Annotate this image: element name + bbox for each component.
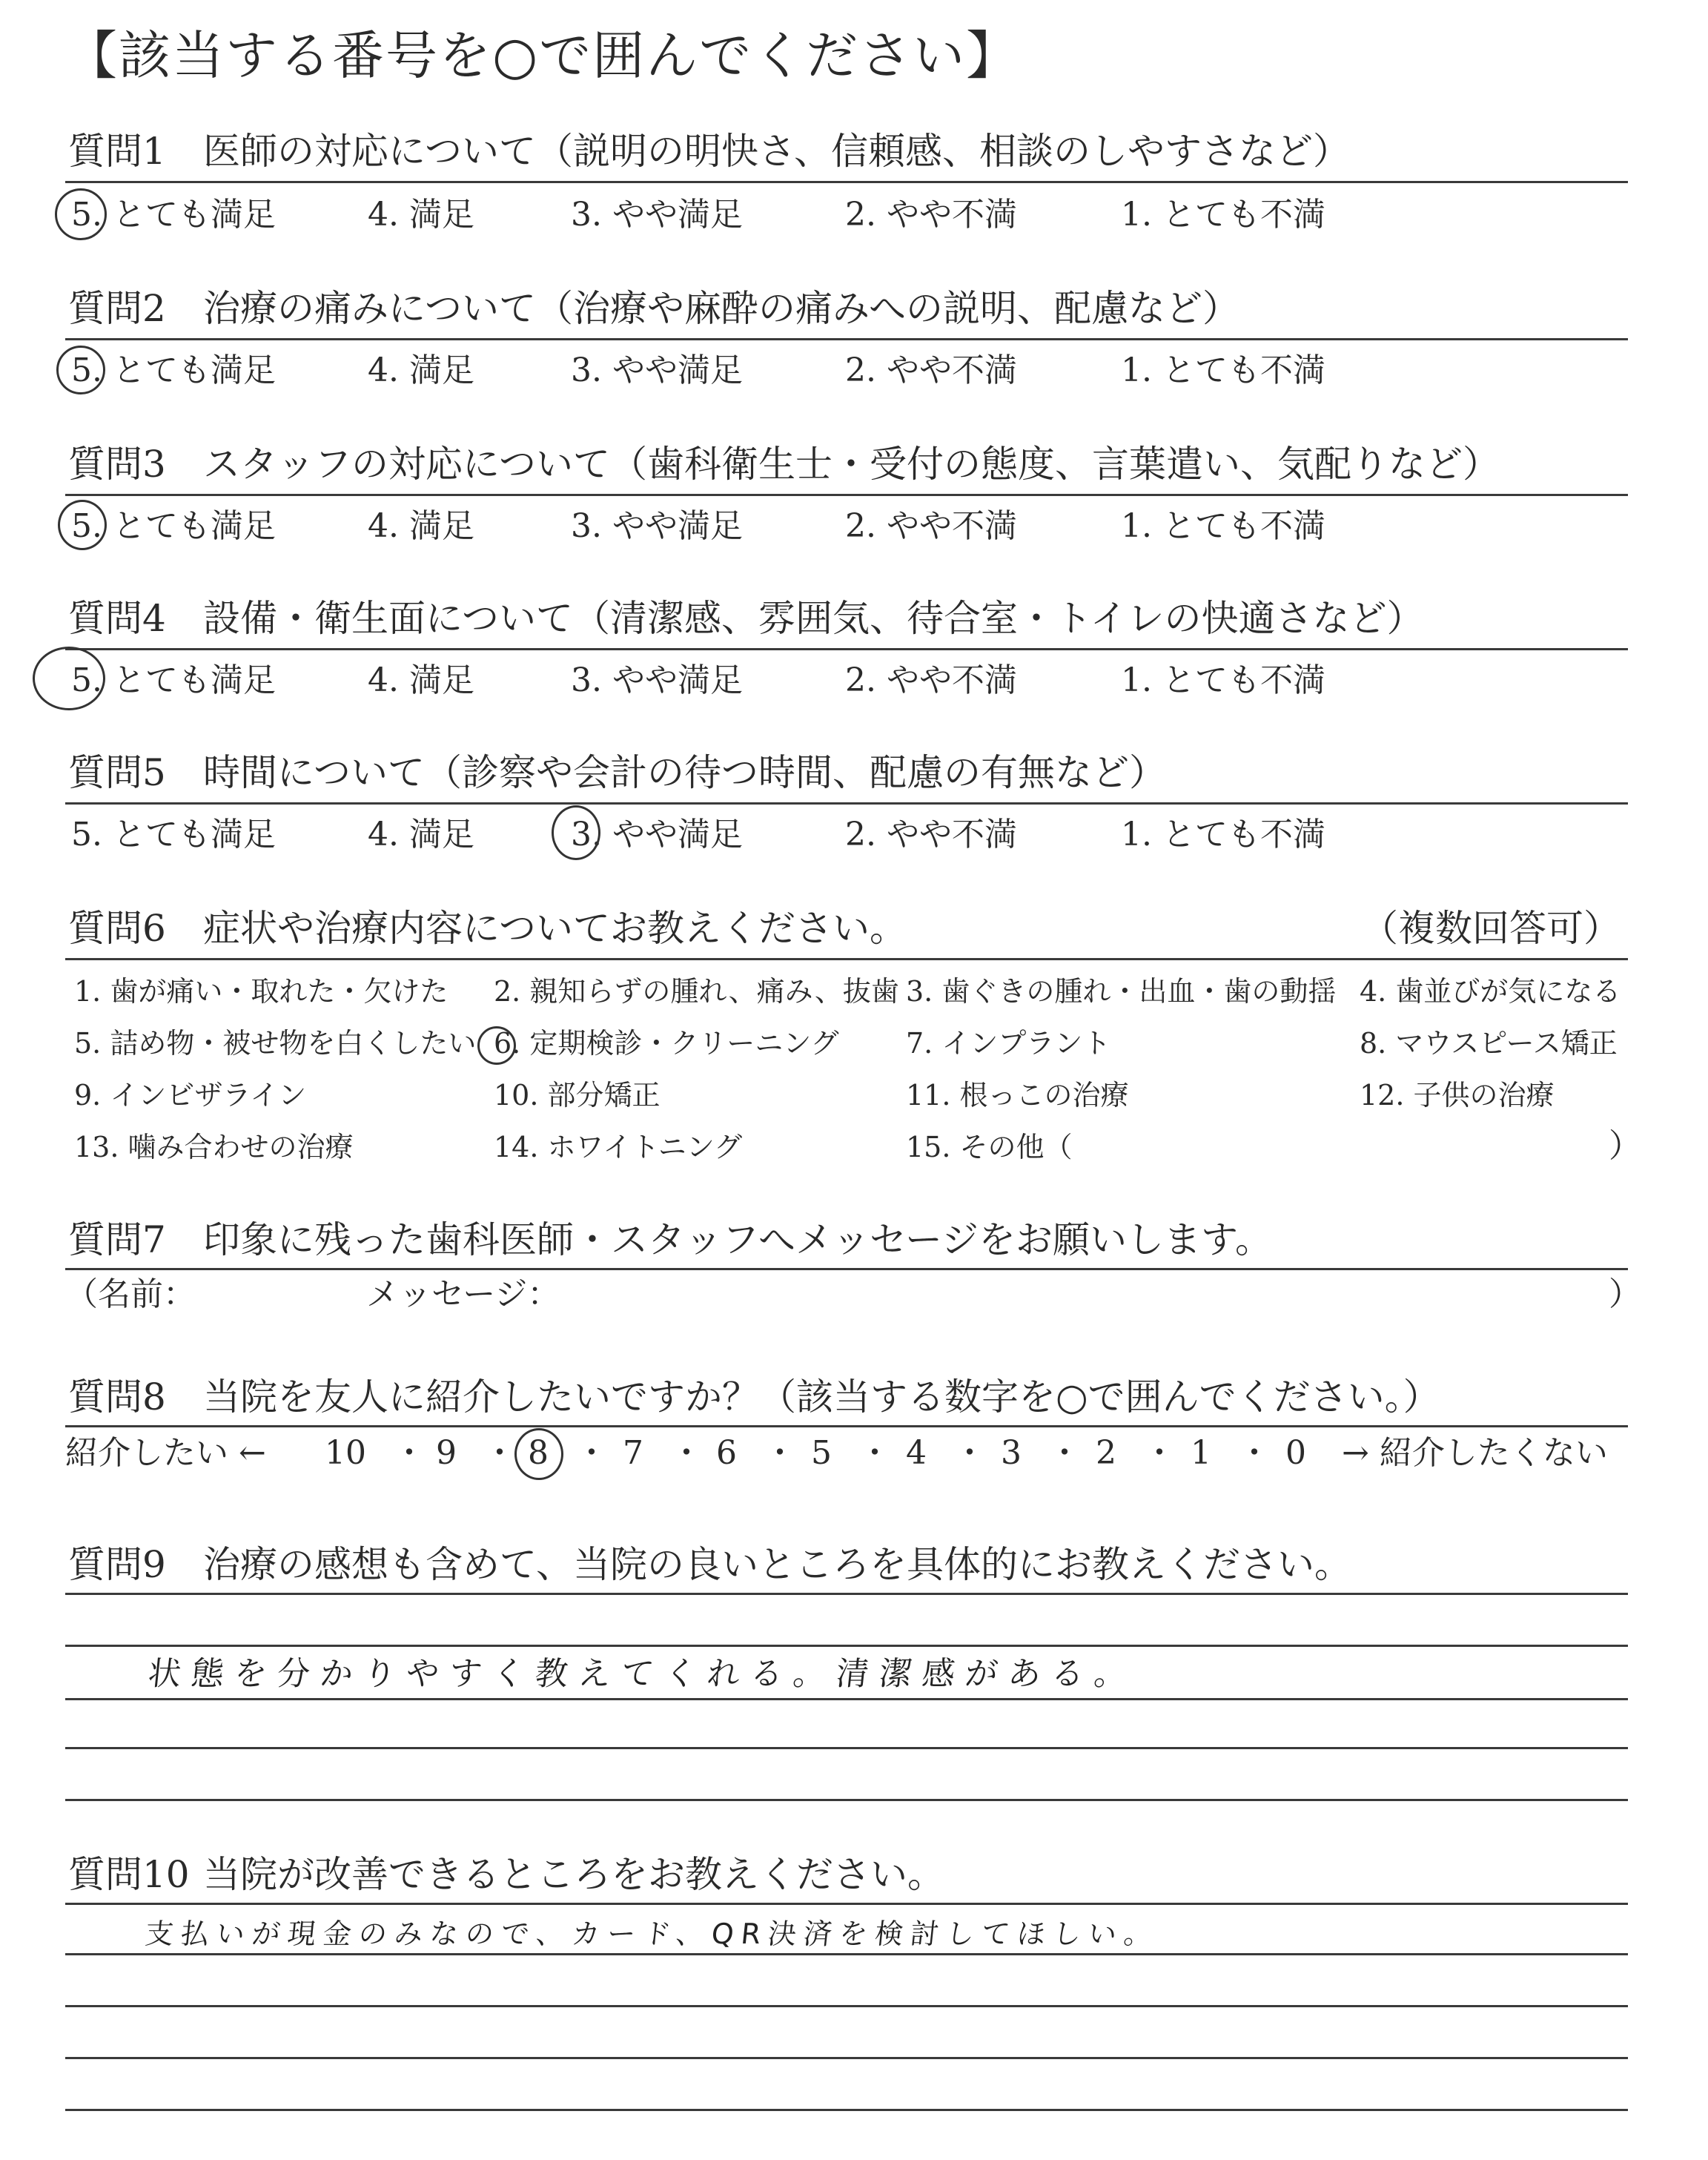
question-2-text: 治療の痛みについて（治療や麻酔の痛みへの説明、配慮など） [203,287,1239,330]
question-6-text: 症状や治療内容についてお教えください。 [203,907,907,950]
question-6-heading [68,905,907,952]
q9-writing-line [65,1799,1628,1801]
q2-option-5[interactable]: 5. とても満足 [71,351,276,389]
q8-sep: ・ [764,1434,796,1472]
q3-option-5[interactable]: 5. とても満足 [71,507,276,545]
question-8-heading [68,1373,1440,1421]
q6-option-8[interactable]: 8. マウスピース矯正 [1360,1027,1618,1060]
question-5-text: 時間について（診察や会計の待つ時間、配慮の有無など） [203,751,1166,794]
question-5-heading [68,749,1166,796]
q8-sep: ・ [393,1434,426,1472]
q4-option-3[interactable]: 3. やや満足 [571,661,743,699]
question-9-text: 治療の感想も含めて、当院の良いところを具体的にお教えください。 [203,1543,1351,1586]
question-8-text: 当院を友人に紹介したいですか？（該当する数字を○で囲んでください。） [203,1375,1440,1418]
q8-sep: ・ [1143,1434,1176,1472]
question-9-heading [68,1541,1351,1588]
q10-answer[interactable]: 支払いが現金のみなので、カード、QR決済を検討してほしい。 [143,1918,1162,1950]
q6-option-14[interactable]: 14. ホワイトニング [494,1131,743,1163]
q5-option-3[interactable]: 3. やや満足 [571,816,743,853]
q6-option-4[interactable]: 4. 歯並びが気になる [1360,975,1621,1008]
question-10-text: 当院が改善できるところをお教えください。 [203,1853,944,1896]
question-7-rule [65,1268,1628,1270]
question-6-rule [65,958,1628,960]
question-1-rule [65,181,1628,183]
question-1-number: 質問1 [68,130,166,173]
q4-selection-circle [33,647,105,710]
q6-option-12[interactable]: 12. 子供の治療 [1360,1079,1555,1112]
q8-sep: ・ [670,1434,703,1472]
q8-selection-circle [514,1428,563,1480]
q6-option-3[interactable]: 3. 歯ぐきの腫れ・出血・歯の動揺 [906,975,1337,1008]
q6-option-13[interactable]: 13. 噛み合わせの治療 [74,1131,354,1163]
q4-option-2[interactable]: 2. やや不満 [845,661,1017,699]
q9-writing-line [65,1747,1628,1749]
q1-option-3[interactable]: 3. やや満足 [571,196,743,234]
question-9-number: 質問9 [68,1543,166,1586]
q9-answer[interactable]: 状態を分かりやすく教えてくれる。清潔感がある。 [146,1655,1139,1693]
question-1-heading [68,128,1350,175]
q8-right-label: → 紹介したくない [1342,1434,1608,1472]
q8-scale-5[interactable]: 5 [811,1434,832,1472]
form-instruction: 【該当する番号を○で囲んでください】 [65,25,1020,86]
q8-scale-2[interactable]: 2 [1096,1434,1116,1472]
q4-option-1[interactable]: 1. とても不満 [1121,661,1325,699]
q8-sep: ・ [1238,1434,1271,1472]
q6-option-1[interactable]: 1. 歯が痛い・取れた・欠けた [74,975,448,1008]
q8-scale-8[interactable]: 8 [528,1434,549,1472]
q8-scale-3[interactable]: 3 [1001,1434,1022,1472]
q8-sep: ・ [483,1434,516,1472]
q6-selection-circle [477,1026,516,1065]
question-6-multiple-note: （複数回答可） [1361,907,1621,950]
q4-option-4[interactable]: 4. 満足 [368,661,474,699]
q3-option-4[interactable]: 4. 満足 [368,507,474,545]
q6-option-11[interactable]: 11. 根っこの治療 [906,1079,1129,1112]
q6-option-15[interactable]: 15. その他（ [906,1131,1073,1163]
q5-option-2[interactable]: 2. やや不満 [845,816,1017,853]
question-10-heading [68,1851,944,1898]
question-3-heading [68,440,1500,488]
q9-writing-line [65,1645,1628,1647]
q7-message-label: メッセージ： [366,1275,560,1313]
q8-scale-0[interactable]: 0 [1285,1434,1306,1472]
q2-option-4[interactable]: 4. 満足 [368,351,474,389]
question-3-number: 質問3 [68,443,166,486]
question-3-rule [65,494,1628,496]
q8-sep: ・ [575,1434,608,1472]
q8-scale-10[interactable]: 10 [325,1434,366,1472]
question-8-rule [65,1425,1628,1427]
q2-selection-circle [56,346,105,394]
q5-option-4[interactable]: 4. 満足 [368,816,474,853]
q8-sep: ・ [953,1434,986,1472]
q5-option-5[interactable]: 5. とても満足 [71,816,276,853]
q5-option-1[interactable]: 1. とても不満 [1121,816,1325,853]
q8-scale-7[interactable]: 7 [623,1434,643,1472]
q8-scale-9[interactable]: 9 [436,1434,457,1472]
q8-sep: ・ [1048,1434,1081,1472]
question-4-number: 質問4 [68,597,166,640]
q8-scale-1[interactable]: 1 [1191,1434,1211,1472]
question-2-heading [68,285,1239,332]
q10-writing-line [65,2005,1628,2007]
q1-option-2[interactable]: 2. やや不満 [845,196,1017,234]
q2-option-2[interactable]: 2. やや不満 [845,351,1017,389]
q2-option-1[interactable]: 1. とても不満 [1121,351,1325,389]
q3-option-2[interactable]: 2. やや不満 [845,507,1017,545]
q3-option-1[interactable]: 1. とても不満 [1121,507,1325,545]
q10-writing-line [65,2109,1628,2111]
question-3-text: スタッフの対応について（歯科衛生士・受付の態度、言葉遣い、気配りなど） [203,443,1500,486]
q7-name-label: （名前： [65,1275,196,1313]
q4-option-5[interactable]: 5. とても満足 [71,661,276,699]
question-7-text: 印象に残った歯科医師・スタッフへメッセージをお願いします。 [203,1218,1272,1261]
q1-option-4[interactable]: 4. 満足 [368,196,474,234]
question-2-rule [65,338,1628,340]
question-1-text: 医師の対応について（説明の明快さ、信頼感、相談のしやすさなど） [203,130,1350,173]
question-4-text: 設備・衛生面について（清潔感、雰囲気、待合室・トイレの快適さなど） [203,597,1424,640]
q10-writing-line [65,1903,1628,1905]
q6-option-5[interactable]: 5. 詰め物・被せ物を白くしたい [74,1027,477,1060]
question-8-number: 質問8 [68,1375,166,1418]
q6-option-2[interactable]: 2. 親知らずの腫れ、痛み、抜歯 [494,975,899,1008]
q3-option-3[interactable]: 3. やや満足 [571,507,743,545]
question-4-heading [68,595,1424,642]
q6-option-10[interactable]: 10. 部分矯正 [494,1079,661,1112]
q1-option-1[interactable]: 1. とても不満 [1121,196,1325,234]
q1-option-5[interactable]: 5. とても満足 [71,196,276,234]
q8-left-label: 紹介したい ← [65,1434,266,1472]
question-7-heading [68,1216,1272,1264]
question-2-number: 質問2 [68,287,166,330]
q6-option-9[interactable]: 9. インビザライン [74,1079,307,1112]
q7-message-field[interactable] [445,1275,1601,1317]
q2-option-3[interactable]: 3. やや満足 [571,351,743,389]
q7-close-paren: ） [1609,1275,1641,1313]
q10-writing-line [65,2057,1628,2059]
q8-scale-6[interactable]: 6 [716,1434,737,1472]
question-4-rule [65,648,1628,650]
question-6-number: 質問6 [68,907,166,950]
q9-writing-line [65,1698,1628,1700]
q5-selection-circle [552,805,600,860]
question-5-number: 質問5 [68,751,166,794]
q3-selection-circle [58,500,107,550]
question-7-number: 質問7 [68,1218,166,1261]
q6-other-close-paren: ） [1609,1127,1641,1165]
q9-writing-line [65,1593,1628,1595]
q8-sep: ・ [858,1434,891,1472]
q6-option-6[interactable]: 6. 定期検診・クリーニング [494,1027,839,1060]
q6-option-7[interactable]: 7. インプラント [906,1027,1111,1060]
question-5-rule [65,802,1628,805]
question-10-number: 質問10 [68,1853,190,1896]
q1-selection-circle [55,188,107,240]
q8-scale-4[interactable]: 4 [906,1434,927,1472]
